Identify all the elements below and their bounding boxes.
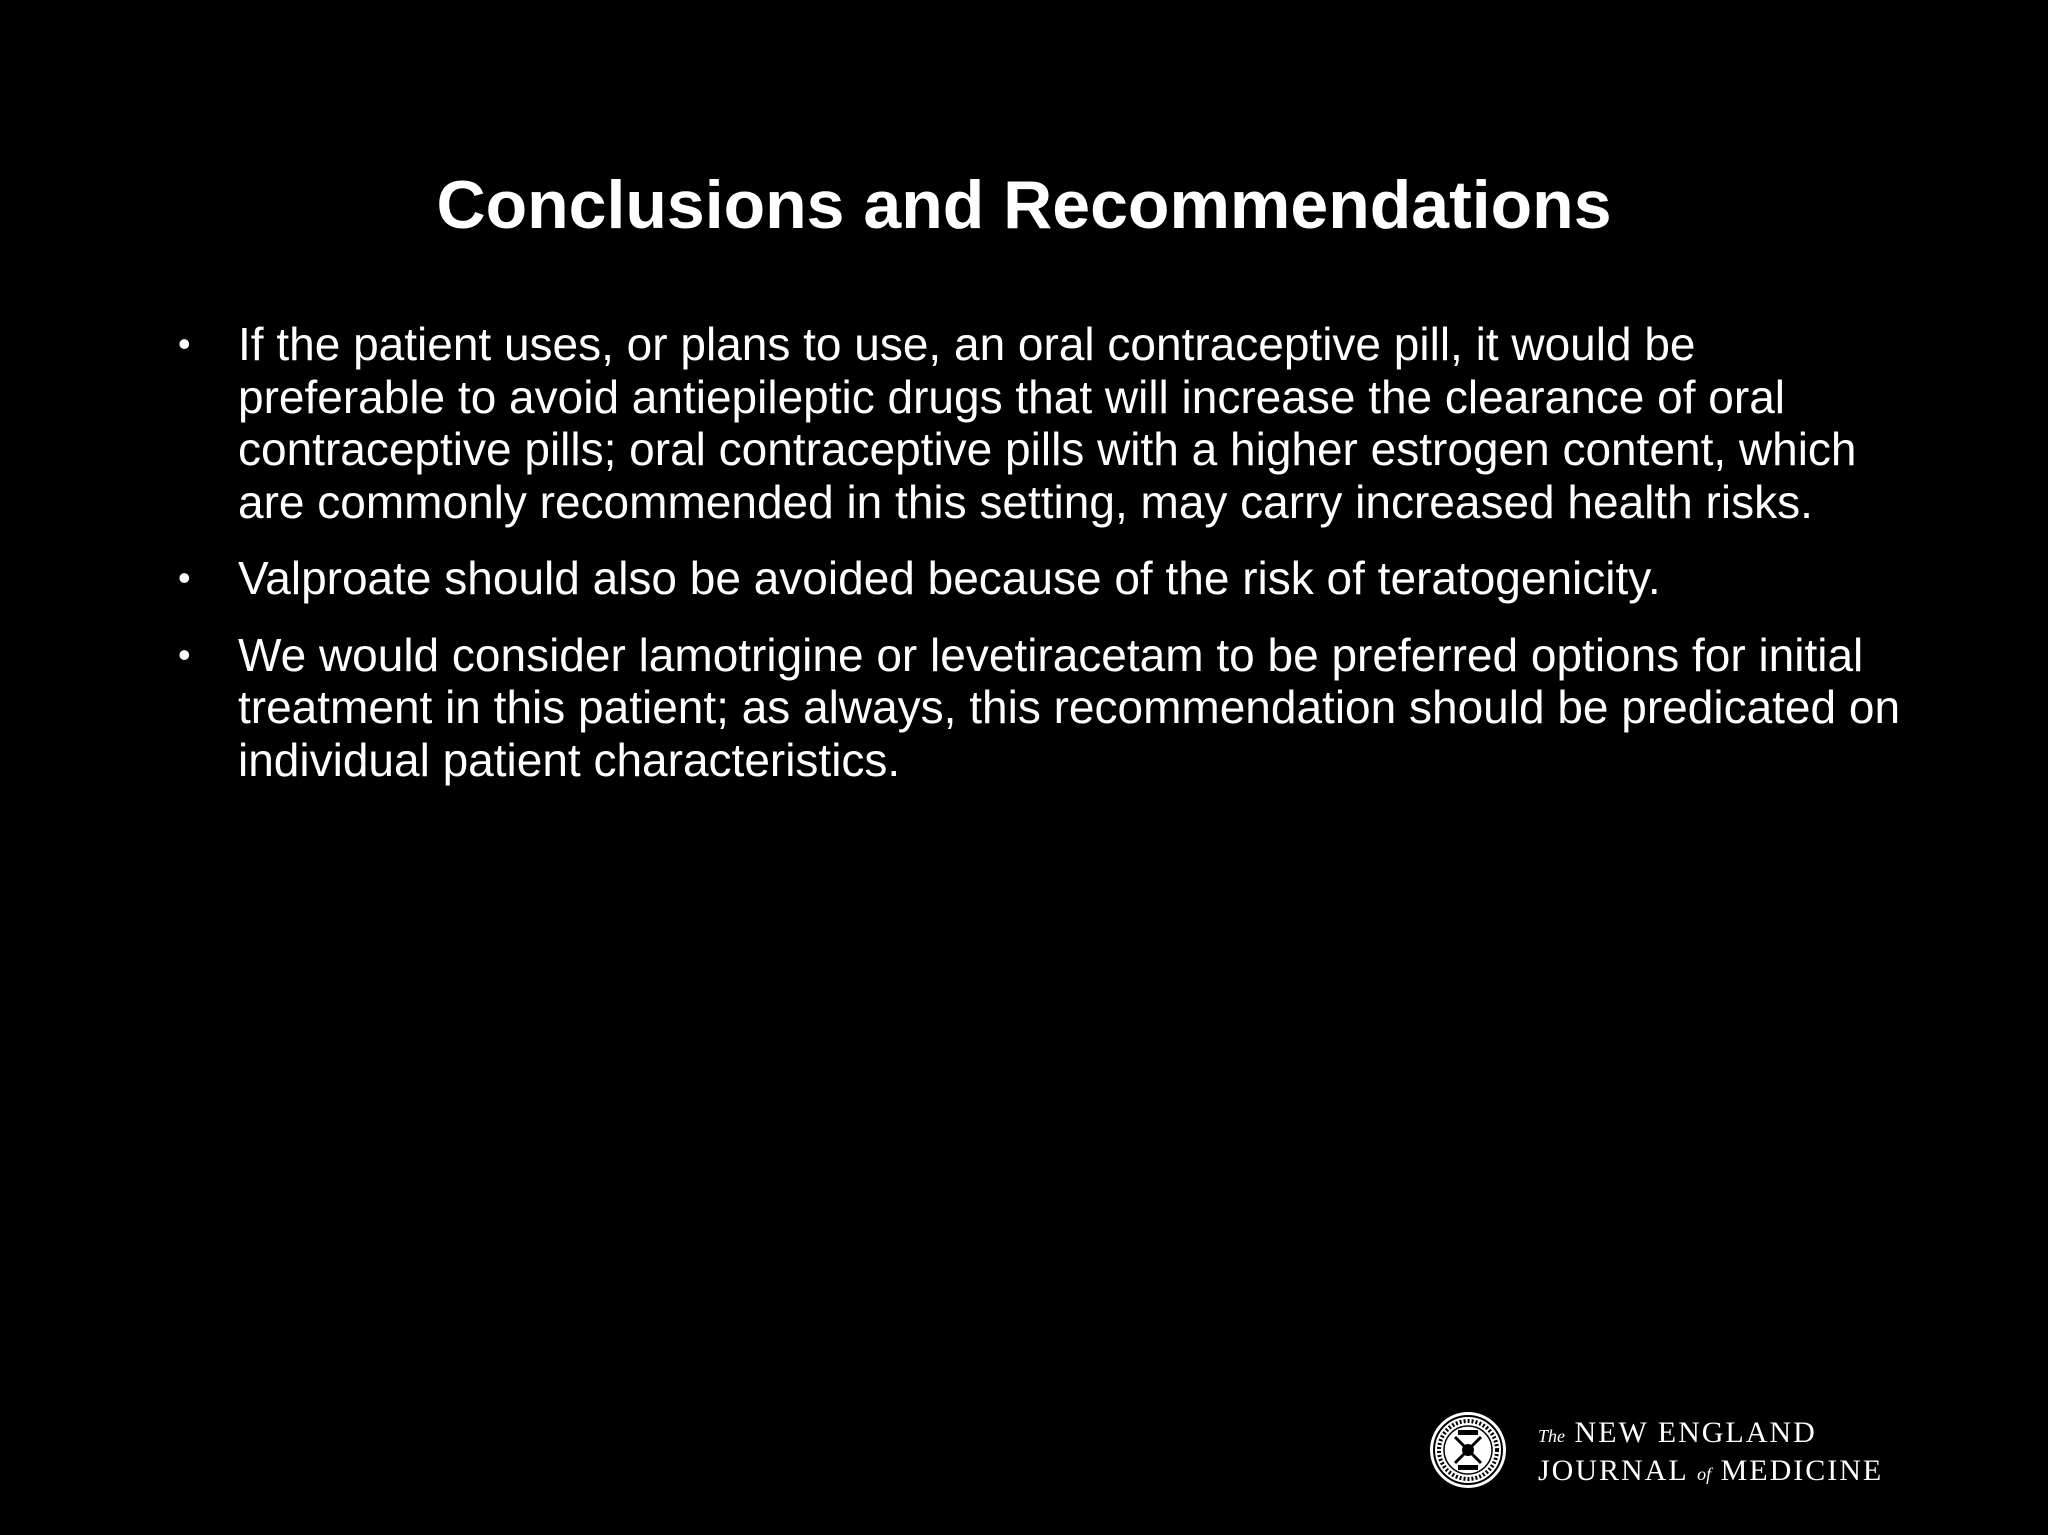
bullet-list bbox=[172, 318, 1912, 810]
bullet-item bbox=[172, 552, 1912, 605]
bullet-item bbox=[172, 629, 1912, 787]
nejm-wordmark bbox=[1538, 1416, 1883, 1492]
nejm-logo bbox=[1428, 1410, 1948, 1490]
bullet-dot-icon: • bbox=[178, 323, 191, 364]
wordmark-the: The bbox=[1538, 1426, 1565, 1446]
wordmark-new-england: NEW ENGLAND bbox=[1574, 1416, 1817, 1449]
bullet-dot-icon: • bbox=[178, 557, 191, 598]
bullet-text: Valproate should also be avoided because of the risk of teratogenicity. bbox=[238, 552, 1661, 604]
bullet-text: If the patient uses, or plans to use, an oral contraceptive pill, it would be preferable to avoid antiepileptic drugs that will increase the clearance of oral contraceptive pills; oral contraceptive pills with a higher estrogen content, which are commonly recommended in this setting, may carry increased health risks. bbox=[238, 318, 1857, 528]
wordmark-medicine: MEDICINE bbox=[1720, 1454, 1884, 1487]
bullet-item bbox=[172, 318, 1912, 528]
slide-title: Conclusions and Recommendations bbox=[436, 167, 1612, 243]
bullet-text: We would consider lamotrigine or levetiracetam to be preferred options for initial treatment in this patient; as always, this recommendation should be predicated on individual patient characteristics. bbox=[238, 628, 1901, 786]
wordmark-of: of bbox=[1697, 1464, 1712, 1484]
nejm-seal-icon bbox=[1428, 1410, 1508, 1490]
wordmark-journal: JOURNAL bbox=[1538, 1454, 1688, 1487]
bullet-dot-icon: • bbox=[178, 633, 191, 675]
wordmark-line-1 bbox=[1538, 1416, 1883, 1453]
wordmark-line-2 bbox=[1538, 1453, 1883, 1492]
